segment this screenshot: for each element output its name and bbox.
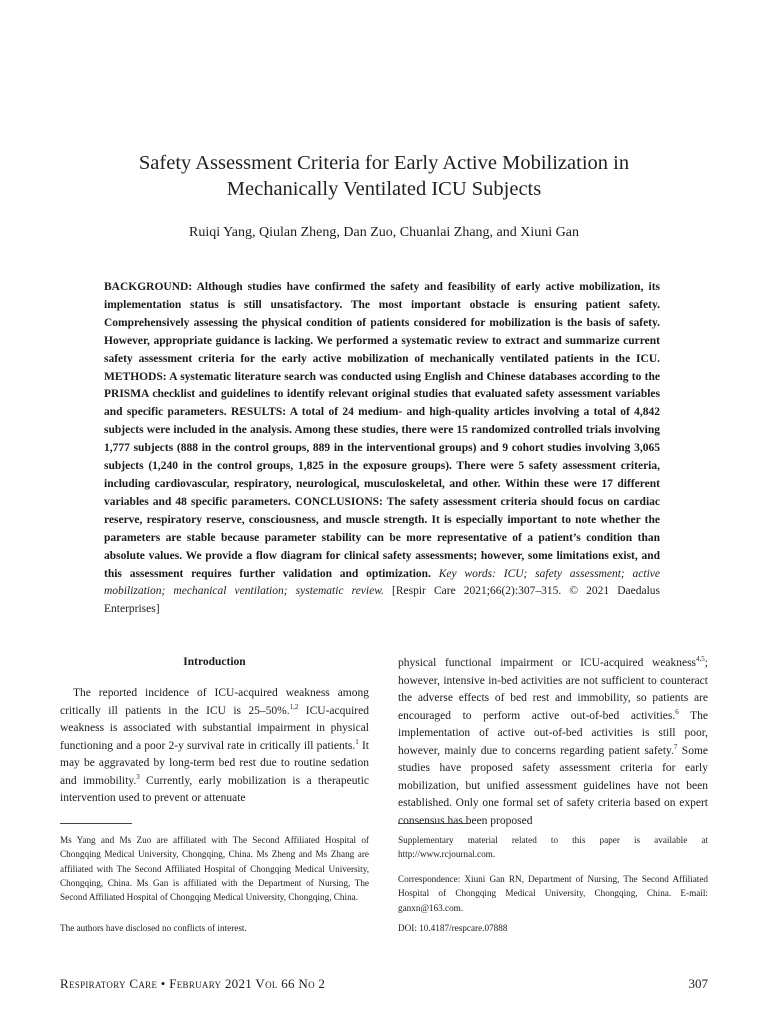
intro-left-text-1: The reported incidence of ICU-acquired weakness among critically ill patients in the ICU is 25–50%. [60,687,369,717]
intro-right-text-2: ; however, intensive in-bed activities are not sufficient to counteract the adverse effects of bed rest and immobility, so patients are encouraged to perform active out-of-bed activities. [398,657,708,722]
title-line-1: Safety Assessment Criteria for Early Active Mobilization in [138,152,630,174]
footnote-doi: DOI: 10.4187/respcare.07888 [398,923,508,933]
abstract-keywords: Key words: ICU; safety assessment; active mobilization; mechanical ventilation; systematic review. [104,567,660,598]
page-number: 307 [688,976,708,991]
abstract-citation: [Respir Care 2021;66(2):307–315. © 2021 Daedalus Enterprises] [104,585,661,616]
abstract-body: BACKGROUND: Although studies have confirmed the safety and feasibility of early active mobilization, its implementation status is still unsatisfactory. The most important obstacle is ensuring patient safety. Comprehensively assessing the physical condition of patients considered for mobilization is the basis of safety. However, appropriate guidance is lacking. We performed a systematic review to extract and summarize current safety assessment criteria for the early active mobilization of mechanically ventilated patients in the ICU. METHODS: A systematic literature search was conducted using English and Chinese databases according to the PRISMA checklist and guidelines to identify relevant original studies that evaluated safety assessment variables and specific parameters. RESULTS: A total of 24 medium- and high-quality articles involving a total of 4,842 subjects were included in the analysis. Among these studies, there were 15 randomized controlled trials involving 1,777 subjects (888 in the control groups, 889 in the interventional groups) and 9 cohort studies involving 3,065 subjects (1,240 in the control groups, 1,825 in the exposure groups). There were 5 safety assessment criteria, including cardiovascular, respiratory, neurological, musculoskeletal, and other. Within these were 17 different variables and 48 specific parameters. CONCLUSIONS: The safety assessment criteria should focus on cardiac reserve, respiratory reserve, consciousness, and muscle strength. It is especially important to note whether the parameters are stable because parameter stability can be more representative of a patient’s condition than absolute values. We provide a flow diagram for clinical safety assessments; however, some limitations exist, and this assessment requires further validation and optimization. [104,281,660,580]
ref-superscript: 1 [355,737,359,746]
section-heading-introduction: Introduction [183,656,246,668]
abstract [104,279,660,619]
introduction-left-column [60,685,369,808]
article-title [60,150,708,202]
footnote-correspondence: Correspondence: Xiuni Gan RN, Department of Nursing, The Second Affiliated Hospital of Chongqing Medical University, Chongqing, China. E-mail: ganxn@163.com. [398,874,708,913]
footnote-supplementary: Supplementary material related to this paper is available at http://www.rcjournal.com. [398,835,708,860]
footnote-divider-right [398,823,470,824]
author-list: Ruiqi Yang, Qiulan Zheng, Dan Zuo, Chuanlai Zhang, and Xiuni Gan [188,225,579,240]
intro-right-text-3: The implementation of active out-of-bed activities is still poor, however, mainly due to concerns regarding patient safety. [398,709,708,757]
intro-left-text-3: It may be aggravated by long-term bed rest due to routine sedation and immobility. [60,739,369,787]
ref-superscript: 7 [673,742,678,751]
intro-right-text-1: physical functional impairment or ICU-acquired weakness [398,657,697,669]
intro-left-text-2: ICU-acquired weakness is associated with substantial impairment in physical functioning and a poor 2-y survival rate in critically ill patients. [60,704,369,752]
ref-superscript: 4,5 [696,655,705,663]
footnote-affiliation: Ms Yang and Ms Zuo are affiliated with The Second Affiliated Hospital of Chongqing Medical University, Chongqing, China. Ms Zheng and Ms Zhang are affiliated with The Second Affiliated Hospital of Chongqing Medical University, Chongqing, China. Ms Gan is affiliated with the Department of Nursing, The Second Affiliated Hospital of Chongqing Medical University, Chongqing, China. [60,835,369,903]
footnote-conflicts: The authors have disclosed no conflicts of interest. [60,923,247,933]
intro-right-text-4: Some studies have proposed safety assessment criteria for early mobilization, but unified assessment guidelines have not been established. Only one formal set of safety criteria based on expert consensus has been proposed [398,744,708,827]
ref-superscript: 3 [136,772,140,781]
title-line-2: Mechanically Ventilated ICU Subjects [226,178,542,200]
running-footer-journal: Respiratory Care • February 2021 Vol 66 No 2 [60,976,326,991]
introduction-right-column [398,655,708,830]
ref-superscript: 1,2 [289,702,299,711]
intro-left-text-4: Currently, early mobilization is a therapeutic intervention used to prevent or attenuate [60,774,369,804]
ref-superscript: 6 [675,707,679,716]
footnote-divider-left [60,823,132,824]
